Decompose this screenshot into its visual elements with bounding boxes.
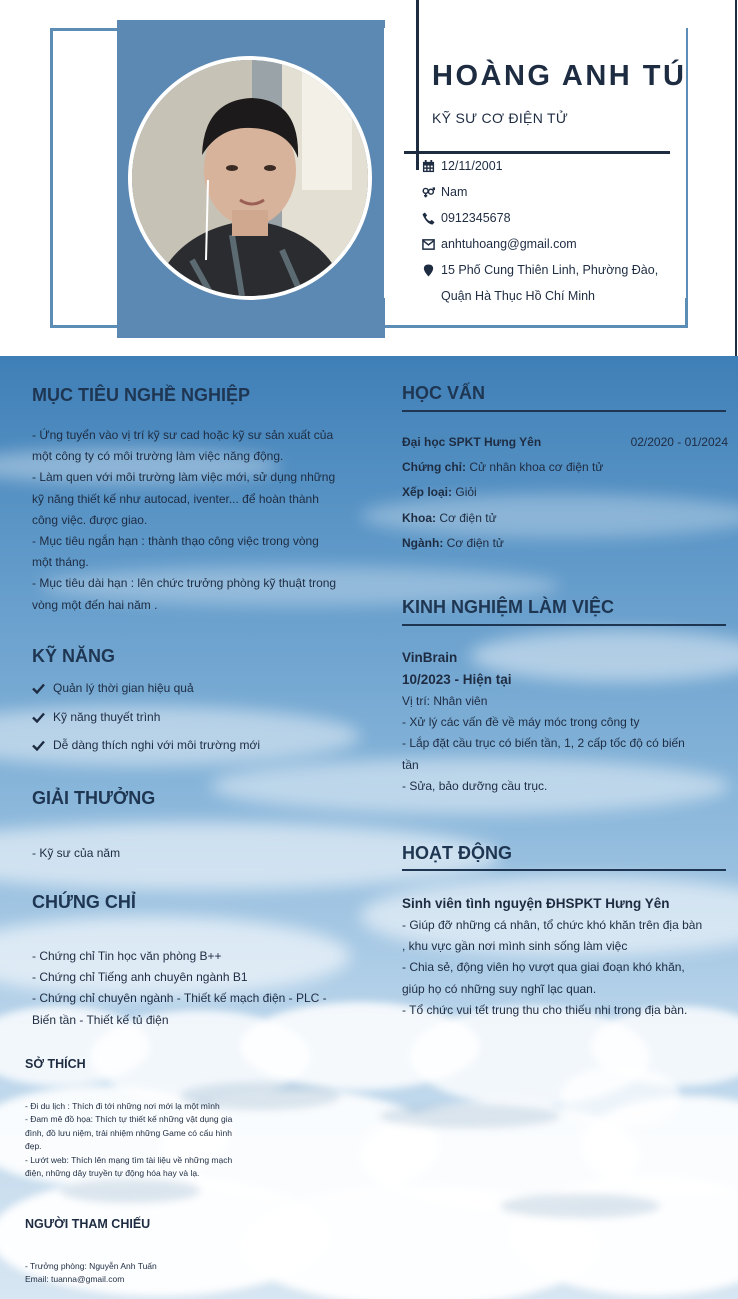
skill-item: Quản lý thời gian hiệu quả (32, 681, 194, 695)
decor-vertical-line (416, 0, 419, 170)
objective-text: - Ứng tuyển vào vị trí kỹ sư cad hoặc kỹ sư sản xuất của một công ty có môi trường làm việc năng động. - Làm quen với môi trường làm việc mới, sử dụng những kỹ năng thiết kế như autocad, iventer... để hoàn thành công việc. được giao. - Mục tiêu ngắn hạn : thành thạo công việc trong vòng một tháng. - Mục tiêu dài hạn : lên chức trưởng phòng kỹ thuật trong vòng một đến hai năm . (32, 428, 337, 612)
education-details: Đại học SPKT Hưng Yên 02/2020 - 01/2024 Chứng chỉ: Cử nhân khoa cơ điện tử Xếp loại: Giỏi Khoa: Cơ điện tử Ngành: Cơ điện tử (402, 432, 728, 554)
experience-rule (402, 624, 726, 626)
cv-header (0, 0, 738, 356)
school-name: Đại học SPKT Hưng Yên (402, 435, 542, 449)
email-value: anhtuhoang@gmail.com (441, 237, 577, 251)
skill-item: Kỹ năng thuyết trình (32, 710, 160, 724)
activities-rule (402, 869, 726, 871)
hobbies-title: SỞ THÍCH (25, 1057, 86, 1071)
profile-photo (128, 56, 372, 300)
skills-title: KỸ NĂNG (32, 646, 116, 666)
activities-details: Sinh viên tình nguyện ĐHSPKT Hưng Yên - Giúp đỡ những cá nhân, tổ chức khó khăn trên địa bàn , khu vực gần nơi mình sinh sống làm việc - Chia sẻ, động viên họ vượt qua giai đoạn khó khăn, giúp họ có những suy nghĩ lạc quan. - Tổ chức vui tết trung thu cho thiếu nhi trong địa bàn. (402, 893, 728, 1021)
decor-right-line (735, 0, 737, 356)
certificates-text: - Chứng chỉ Tin học văn phòng B++ - Chứng chỉ Tiếng anh chuyên ngành B1 - Chứng chỉ chuyên ngành - Thiết kế mạch điện - PLC - Biến tần - Thiết kế tủ điện (32, 949, 327, 1027)
job-title: KỸ SƯ CƠ ĐIỆN TỬ (432, 110, 569, 126)
gender-icon (422, 182, 438, 202)
birthday-value: 12/11/2001 (441, 159, 503, 173)
education-rule (402, 410, 726, 412)
education-title: HỌC VẤN (402, 383, 486, 403)
activities-title: HOẠT ĐỘNG (402, 843, 512, 863)
awards-text: - Kỹ sư của năm (32, 846, 121, 860)
check-icon (32, 740, 45, 751)
contact-email (422, 234, 702, 254)
contact-birthday (422, 156, 702, 176)
contact-address (422, 260, 702, 309)
check-icon (32, 683, 45, 694)
activity-org: Sinh viên tình nguyện ĐHSPKT Hưng Yên (402, 896, 670, 911)
contact-phone (422, 208, 702, 228)
experience-title: KINH NGHIỆM LÀM VIỆC (402, 597, 615, 617)
full-name: HOÀNG ANH TÚ (432, 60, 687, 92)
map-pin-icon (422, 260, 438, 280)
references-title: NGƯỜI THAM CHIẾU (25, 1217, 151, 1231)
calendar-icon (422, 156, 438, 176)
certificates-title: CHỨNG CHỈ (32, 892, 136, 912)
awards-title: GIẢI THƯỞNG (32, 788, 156, 808)
phone-value: 0912345678 (441, 211, 511, 225)
phone-icon (422, 208, 438, 228)
decor-horizontal-line (404, 151, 670, 154)
check-icon (32, 712, 45, 723)
contact-gender (422, 182, 702, 202)
position: Vị trí: Nhân viên (402, 694, 488, 708)
skill-item: Dễ dàng thích nghi với môi trường mới (32, 738, 260, 752)
experience-details: VinBrain 10/2023 - Hiện tại Vị trí: Nhân viên - Xử lý các vấn đề về máy móc trong công ty - Lắp đặt cầu trục có biến tần, 1, 2 cấp tốc độ có biến tần - Sửa, bảo dưỡng cầu trục. (402, 648, 728, 797)
education-period: 02/2020 - 01/2024 (630, 435, 728, 449)
references-text: - Trưởng phòng: Nguyễn Anh Tuấn Email: tuanna@gmail.com (25, 1261, 157, 1285)
experience-period: 10/2023 - Hiện tại (402, 672, 512, 687)
gender-value: Nam (441, 185, 468, 199)
address-value: 15 Phố Cung Thiên Linh, Phường Đào, Quận Hà Thục Hồ Chí Minh (441, 263, 659, 303)
hobbies-text: - Đi du lịch : Thích đi tới những nơi mới lạ một mình - Đam mê đồ họa: Thích tự thiết kế những vật dụng gia đình, đồ lưu niệm, trải nhiệm những Game có cấu hình đẹp. - Lướt web: Thích lên mạng tìm tài liệu về những mạch điện, những dây truyền tự động hóa hay và lạ. (25, 1101, 233, 1179)
envelope-icon (422, 234, 438, 254)
company-name: VinBrain (402, 650, 458, 665)
objective-title: MỤC TIÊU NGHỀ NGHIỆP (32, 385, 251, 405)
